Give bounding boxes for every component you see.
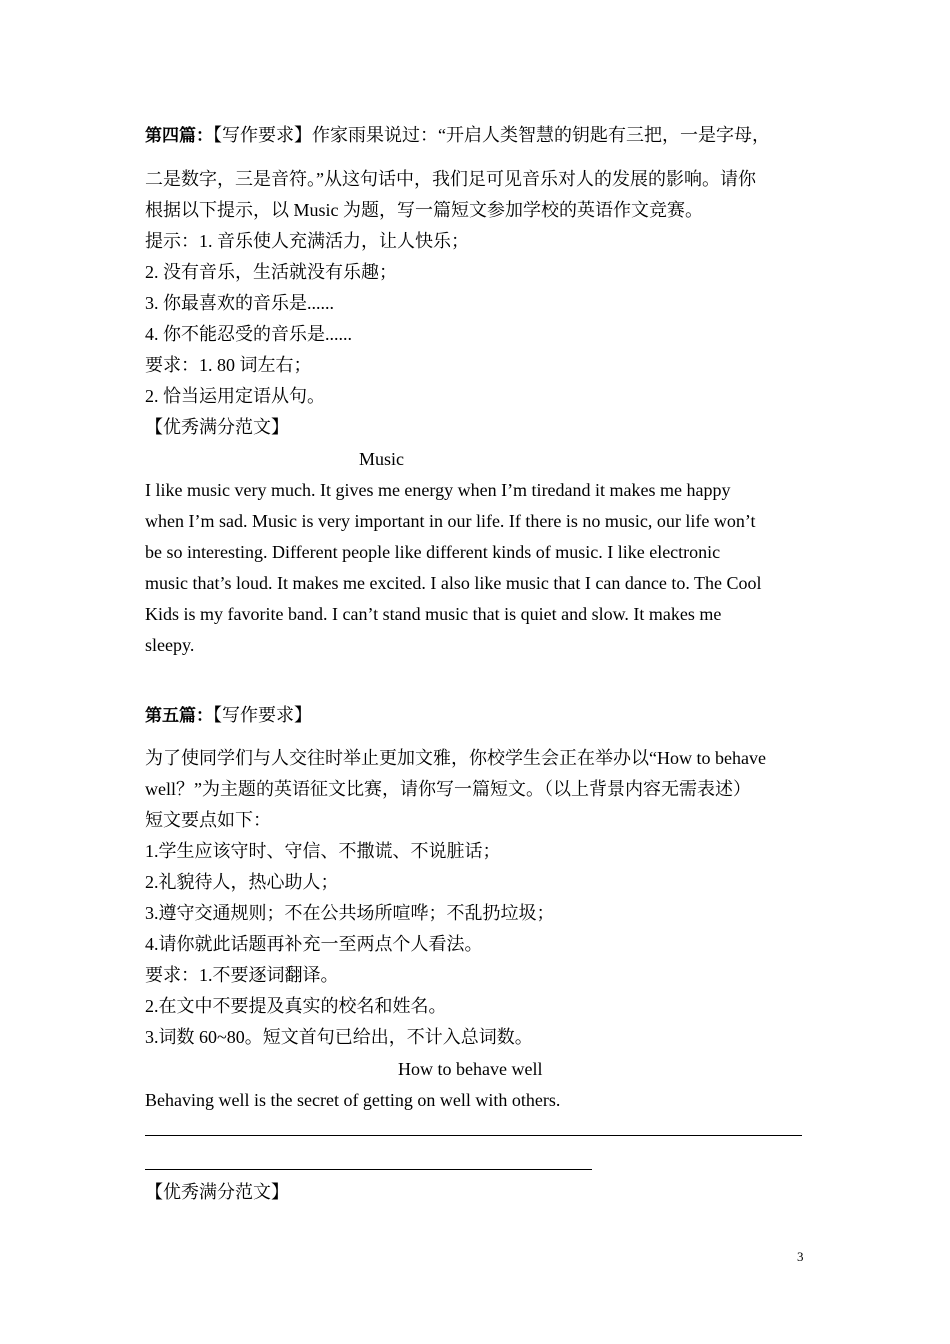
section4-heading: 第四篇：: [145, 126, 213, 146]
section5-line: 2.在文中不要提及真实的校名和姓名。: [145, 996, 447, 1016]
section4-essay-line: Kids is my favorite band. I can’t stand music that is quiet and slow. It makes me: [145, 604, 722, 624]
section4-essay-line: music that’s loud. It makes me excited. I also like music that I can dance to. The Cool: [145, 573, 762, 593]
section5-line: 为了使同学们与人交往时举止更加文雅，你校学生会正在举办以“How to behave: [145, 748, 766, 768]
section5-line: 2.礼貌待人，热心助人；: [145, 872, 339, 892]
section5-essay-title: How to behave well: [398, 1059, 543, 1079]
section4-essay-line: sleepy.: [145, 635, 195, 655]
section5-line: 要求：1.不要逐词翻译。: [145, 965, 339, 985]
section4-essay-line: I like music very much. It gives me energy when I’m tiredand it makes me happy: [145, 480, 731, 500]
section5-line: 1.学生应该守时、守信、不撒谎、不说脏话；: [145, 841, 501, 861]
section4-line: 3. 你最喜欢的音乐是......: [145, 293, 334, 313]
page-number: 3: [797, 1249, 804, 1264]
section4-line: 2. 没有音乐，生活就没有乐趣；: [145, 262, 397, 282]
section4-sample-label: 【优秀满分范文】: [145, 417, 289, 437]
section4-essay-line: be so interesting. Different people like different kinds of music. I like electronic: [145, 542, 721, 562]
section5-first-line: [145, 703, 312, 728]
section5-prompt-label: 【写作要求】: [213, 705, 312, 725]
section4-prompt-intro: 【写作要求】作家雨果说过：“开启人类智慧的钥匙有三把，一是字母，: [213, 125, 770, 145]
section5-line: 3.遵守交通规则；不在公共场所喧哗；不乱扔垃圾；: [145, 903, 555, 923]
section5-essay-first-sentence: Behaving well is the secret of getting on well with others.: [145, 1090, 561, 1110]
section4-line: 根据以下提示，以 Music 为题，写一篇短文参加学校的英语作文竞赛。: [145, 200, 703, 220]
section5-line: 短文要点如下：: [145, 810, 271, 830]
section5-line: 4.请你就此话题再补充一至两点个人看法。: [145, 934, 483, 954]
section4-essay-line: when I’m sad. Music is very important in our life. If there is no music, our life won’t: [145, 511, 756, 531]
section4-first-line: [145, 123, 770, 148]
section4-line: 2. 恰当运用定语从句。: [145, 386, 325, 406]
section5-line: 3.词数 60~80。短文首句已给出，不计入总词数。: [145, 1027, 533, 1047]
section4-line: 二是数字，三是音符。”从这句话中，我们足可见音乐对人的发展的影响。请你: [145, 169, 756, 189]
answer-line: [145, 1135, 802, 1136]
section5-heading: 第五篇：: [145, 706, 213, 726]
section5-line: well？”为主题的英语征文比赛，请你写一篇短文。（以上背景内容无需表述）: [145, 779, 751, 799]
answer-line: [145, 1169, 592, 1170]
section4-line: 提示：1. 音乐使人充满活力，让人快乐；: [145, 231, 469, 251]
section5-sample-label: 【优秀满分范文】: [145, 1182, 289, 1202]
section4-line: 要求：1. 80 词左右；: [145, 355, 312, 375]
section4-essay-title: Music: [359, 449, 404, 469]
section4-line: 4. 你不能忍受的音乐是......: [145, 324, 352, 344]
